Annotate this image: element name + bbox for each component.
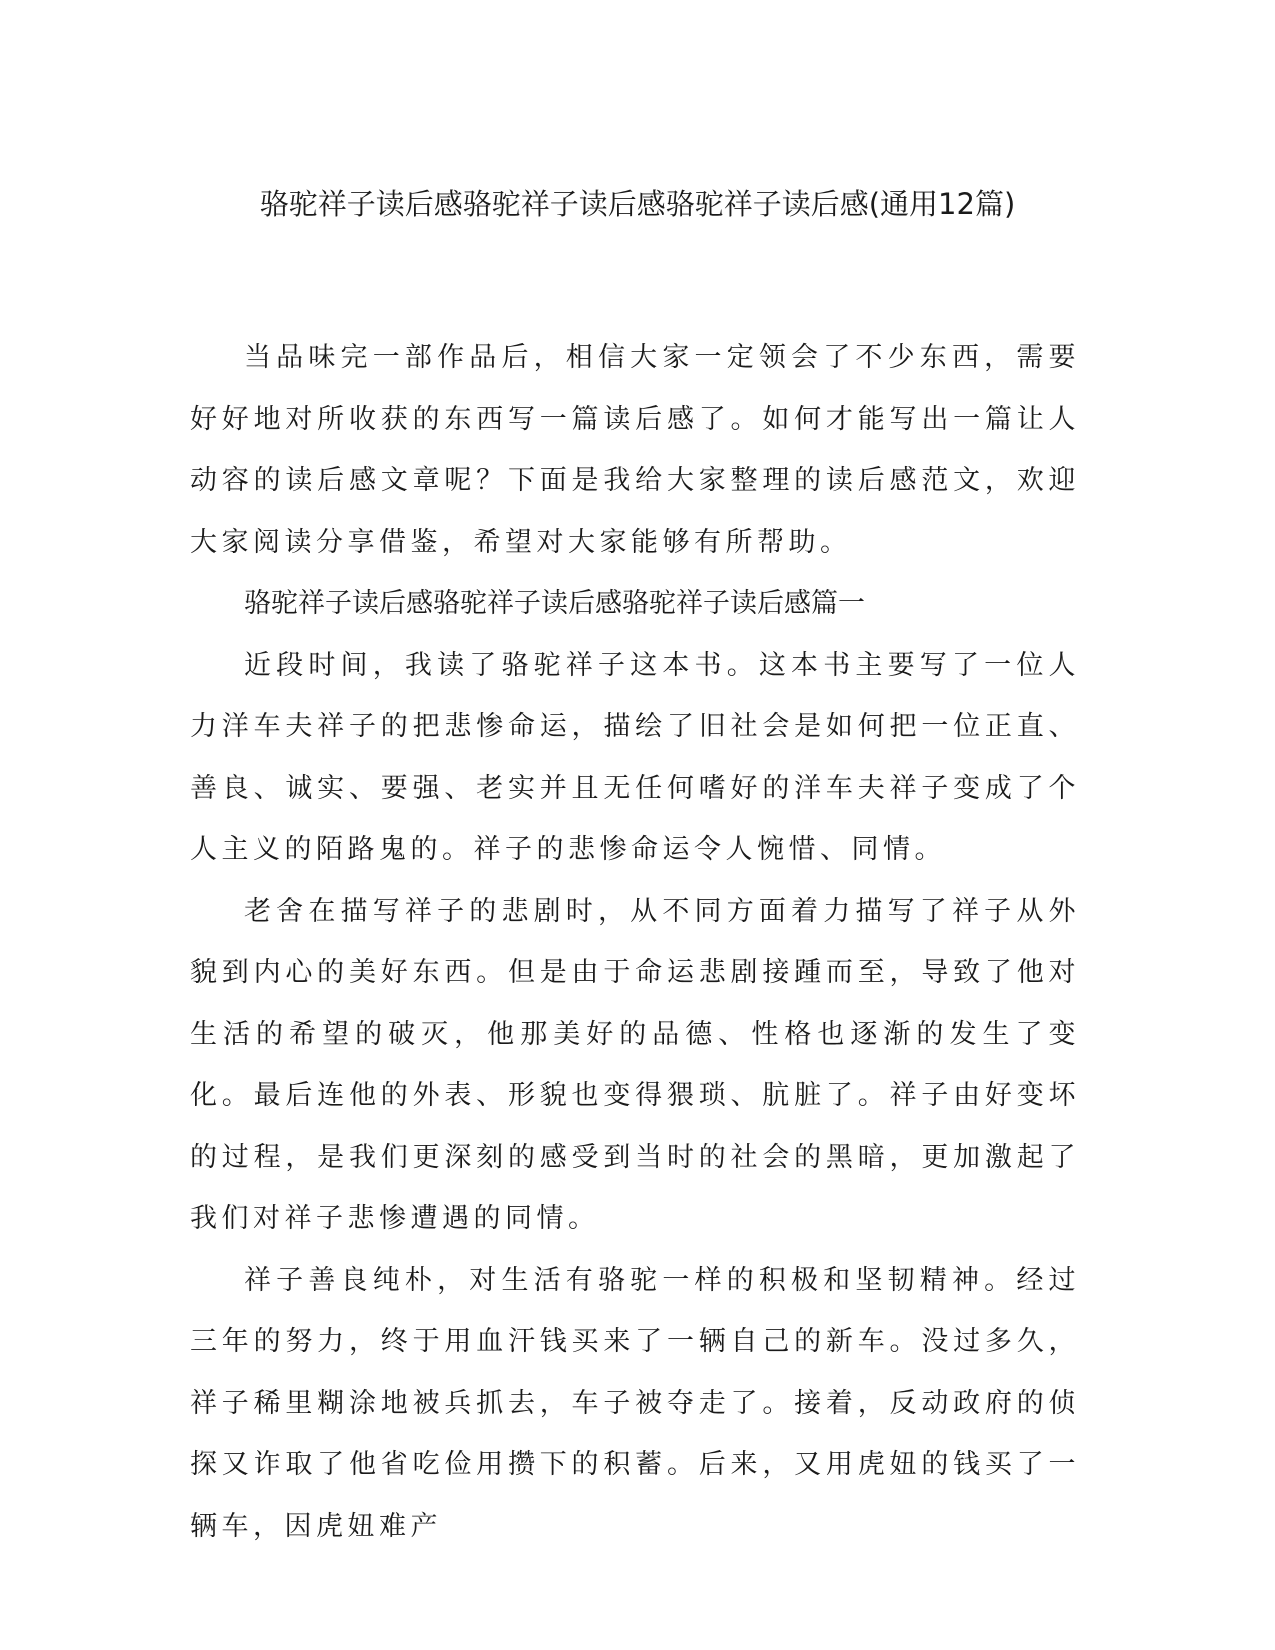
body-paragraph: 老舍在描写祥子的悲剧时，从不同方面着力描写了祥子从外貌到内心的美好东西。但是由于命运悲剧接踵而至，导致了他对生活的希望的破灭，他那美好的品德、性格也逐渐的发生了变化。最后连他的外表、形貌也变得猥琐、肮脏了。祥子由好变坏的过程，是我们更深刻的感受到当时的社会的黑暗，更加激起了我们对祥子悲惨遭遇的同情。 bbox=[190, 895, 1080, 1234]
body-paragraph: 近段时间，我读了骆驼祥子这本书。这本书主要写了一位人力洋车夫祥子的把悲惨命运，描绘了旧社会是如何把一位正直、善良、诚实、要强、老实并且无任何嗜好的洋车夫祥子变成了个人主义的陌路鬼的。祥子的悲惨命运令人惋惜、同情。 bbox=[190, 649, 1080, 865]
section-heading: 骆驼祥子读后感骆驼祥子读后感骆驼祥子读后感篇一 bbox=[244, 588, 865, 619]
document-title: 骆驼祥子读后感骆驼祥子读后感骆驼祥子读后感(通用12篇) bbox=[259, 187, 1016, 221]
intro-paragraph: 当品味完一部作品后，相信大家一定领会了不少东西，需要好好地对所收获的东西写一篇读后感了。如何才能写出一篇让人动容的读后感文章呢？下面是我给大家整理的读后感范文，欢迎大家阅读分享借鉴，希望对大家能够有所帮助。 bbox=[190, 342, 1080, 558]
document-body bbox=[190, 327, 1080, 1557]
body-paragraph: 祥子善良纯朴，对生活有骆驼一样的积极和坚韧精神。经过三年的努力，终于用血汗钱买来了一辆自己的新车。没过多久，祥子稀里糊涂地被兵抓去，车子被夺走了。接着，反动政府的侦探又诈取了他省吃俭用攒下的积蓄。后来，又用虎妞的钱买了一辆车，因虎妞难产 bbox=[190, 1264, 1080, 1542]
